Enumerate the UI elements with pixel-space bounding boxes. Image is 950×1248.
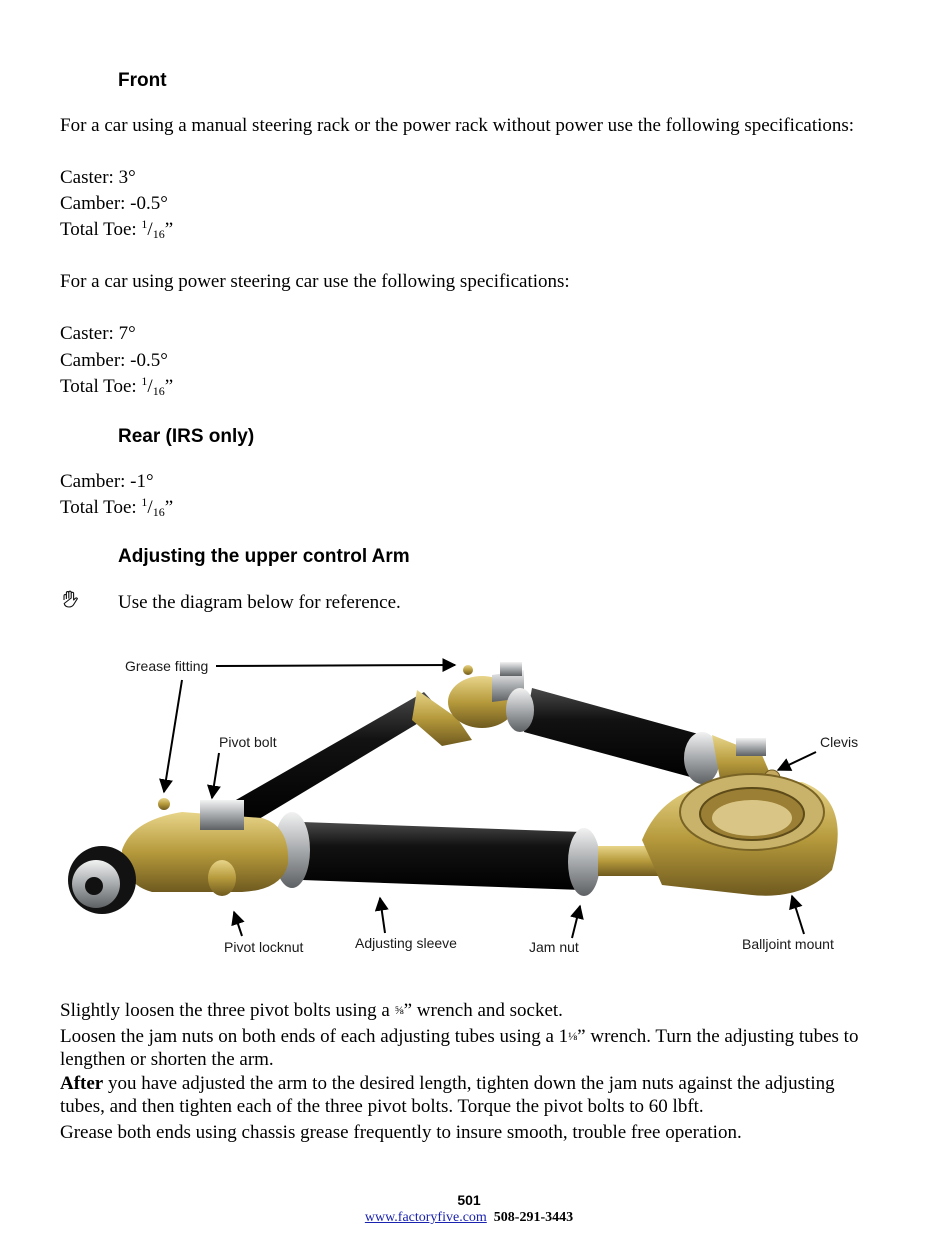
spec-caster-power: Caster: 7° <box>60 323 136 344</box>
upper-control-arm-diagram <box>62 640 882 970</box>
label-pivot-bolt: Pivot bolt <box>219 734 277 750</box>
toe-numerator: 1 <box>141 374 148 388</box>
arrow-pivot-locknut <box>234 912 242 936</box>
spec-caster-manual: Caster: 3° <box>60 167 136 188</box>
toe-denominator: 16 <box>152 227 165 241</box>
toe-label: Total Toe: <box>60 376 142 397</box>
arrow-jam-nut <box>572 906 580 938</box>
label-adjusting-sleeve: Adjusting sleeve <box>355 935 457 951</box>
spec-toe-power: Total Toe: $^1/_{16}$” <box>60 374 174 398</box>
step-1-fraction: ⅝ <box>394 1003 404 1017</box>
arrow-pivot-bolt <box>212 753 219 798</box>
heading-rear: Rear (IRS only) <box>118 426 255 447</box>
step-1-text: Slightly loosen the three pivot bolts using a <box>60 1000 395 1021</box>
arrow-clevis <box>778 752 816 770</box>
spec-toe-rear: Total Toe: $^1/_{16}$” <box>60 495 174 519</box>
label-jam-nut: Jam nut <box>529 939 579 955</box>
website-link[interactable]: www.factoryfive.com <box>364 1210 487 1225</box>
label-pivot-locknut: Pivot locknut <box>224 939 304 955</box>
toe-numerator: 1 <box>141 495 148 509</box>
balljoint-mount <box>642 774 838 896</box>
heading-adjusting-arm: Adjusting the upper control Arm <box>118 546 410 567</box>
label-balljoint-mount: Balljoint mount <box>742 936 834 952</box>
toe-unit: ” <box>164 497 174 518</box>
instruction-step-4: Grease both ends using chassis grease frequently to insure smooth, trouble free operation. <box>60 1122 742 1143</box>
instruction-step-1 <box>60 999 880 1022</box>
arrow-grease-fitting-horizontal <box>216 665 455 666</box>
spec-camber-manual: Camber: -0.5° <box>60 193 168 214</box>
instruction-step-3 <box>60 1072 880 1118</box>
spec-toe-manual: Total Toe: $^1/_{16}$” <box>60 217 174 241</box>
diagram-reference-note: Use the diagram below for reference. <box>118 592 401 613</box>
step-2-text-end: ” wrench. Turn the adjusting tubes to lengthen or shorten the arm. <box>60 1026 859 1070</box>
front-manual-intro: For a car using a manual steering rack or the power rack without power use the following specifications: <box>60 115 855 136</box>
step-2-fraction: ⅛ <box>568 1029 578 1043</box>
arrow-balljoint-mount <box>792 896 804 934</box>
footer-contact <box>0 1210 938 1226</box>
toe-denominator: 16 <box>152 505 165 519</box>
upper-pivot-end <box>448 662 534 732</box>
spec-camber-rear: Camber: -1° <box>60 471 154 492</box>
arrow-adjusting-sleeve <box>380 898 385 933</box>
step-1-text-end: ” wrench and socket. <box>403 1000 563 1021</box>
rear-arm-tube <box>222 690 472 828</box>
front-arm-tube <box>524 688 702 778</box>
toe-label: Total Toe: <box>60 219 142 240</box>
toe-label: Total Toe: <box>60 497 142 518</box>
label-grease-fitting: Grease fitting <box>125 658 209 674</box>
toe-denominator: 16 <box>152 384 165 398</box>
toe-unit: ” <box>164 376 174 397</box>
lower-adjusting-sleeve <box>274 812 658 896</box>
page-number: 501 <box>457 1192 481 1208</box>
heading-front: Front <box>118 70 167 91</box>
spec-camber-power: Camber: -0.5° <box>60 350 168 371</box>
pointing-hand-icon <box>60 590 80 610</box>
phone-number: 508-291-3443 <box>493 1210 574 1225</box>
label-clevis: Clevis <box>820 734 859 750</box>
arrow-grease-fitting-down <box>164 680 182 792</box>
front-power-intro: For a car using power steering car use the following specifications: <box>60 271 570 292</box>
instruction-step-2 <box>60 1025 880 1071</box>
toe-unit: ” <box>164 219 174 240</box>
toe-numerator: 1 <box>141 217 148 231</box>
step-3-text: you have adjusted the arm to the desired length, tighten down the jam nuts against the adjusting tubes, and then tighten each of the three pivot bolts. Torque the pivot bolts to 60 lbft. <box>60 1073 835 1117</box>
step-2-text: Loosen the jam nuts on both ends of each adjusting tubes using a 1 <box>60 1026 569 1047</box>
step-3-bold: After <box>60 1073 104 1094</box>
